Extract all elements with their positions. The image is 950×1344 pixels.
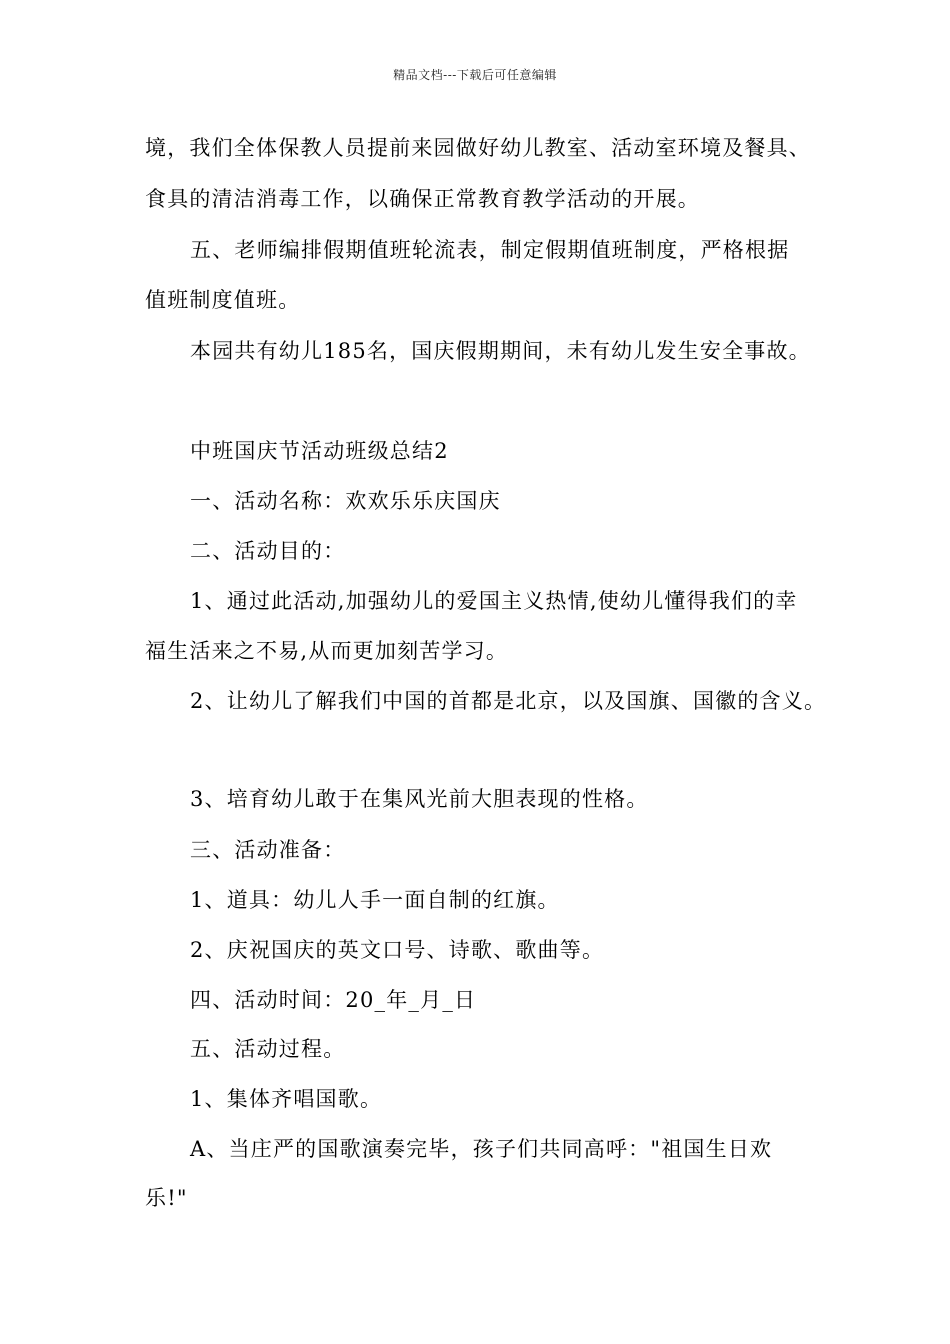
paragraph-line: 食具的清洁消毒工作，以确保正常教育教学活动的开展。: [145, 187, 700, 211]
paragraph-line: 五、活动过程。: [190, 1037, 346, 1061]
paragraph-line: 3、培育幼儿敢于在集风光前大胆表现的性格。: [190, 787, 649, 811]
page-header: 精品文档---下载后可任意编辑: [393, 68, 557, 82]
paragraph-line: 三、活动准备：: [190, 838, 346, 862]
paragraph-line: 1、通过此活动,加强幼儿的爱国主义热情,使幼儿懂得我们的幸: [190, 589, 798, 613]
section-title: 中班国庆节活动班级总结2: [190, 439, 449, 463]
paragraph-line: 值班制度值班。: [145, 288, 301, 312]
paragraph-line: 四、活动时间：20_年_月_日: [190, 988, 477, 1012]
paragraph-line: 福生活来之不易,从而更加刻苦学习。: [145, 639, 509, 663]
paragraph-line: 五、老师编排假期值班轮流表，制定假期值班制度，严格根据: [190, 238, 790, 262]
paragraph-line: 二、活动目的：: [190, 539, 346, 563]
paragraph-line: 本园共有幼儿185名，国庆假期期间，未有幼儿发生安全事故。: [190, 339, 811, 363]
paragraph-line: 1、集体齐唱国歌。: [190, 1087, 383, 1111]
paragraph-line: 一、活动名称：欢欢乐乐庆国庆: [190, 489, 501, 513]
paragraph-line: 1、道具：幼儿人手一面自制的红旗。: [190, 888, 560, 912]
paragraph-line: A、当庄严的国歌演奏完毕，孩子们共同高呼："祖国生日欢: [190, 1137, 773, 1161]
paragraph-line: 乐!": [145, 1186, 188, 1210]
paragraph-line: 2、庆祝国庆的英文口号、诗歌、歌曲等。: [190, 938, 605, 962]
paragraph-line: 境，我们全体保教人员提前来园做好幼儿教室、活动室环境及餐具、: [145, 136, 811, 160]
paragraph-line: 2、让幼儿了解我们中国的首都是北京，以及国旗、国徽的含义。: [190, 689, 827, 713]
